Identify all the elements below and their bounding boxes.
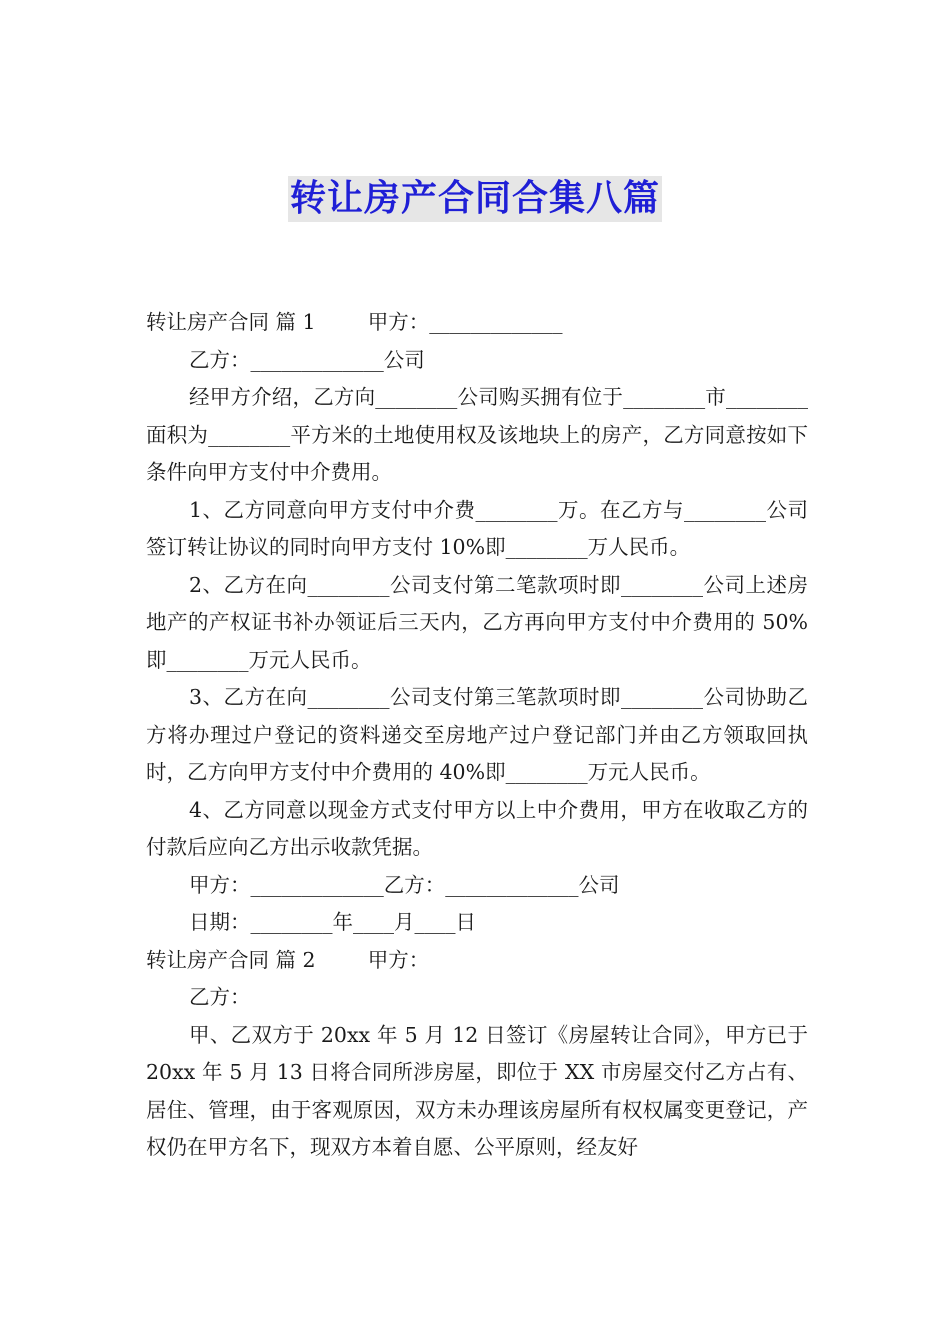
title-container	[0, 176, 950, 222]
paragraph-clause-2: 2、乙方在向________公司支付第二笔款项时即________公司上述房地产的产权证书补办领证后三天内，乙方再向甲方支付中介费用的 50%即________万元人民币。	[146, 572, 808, 672]
paragraph-party-b: 乙方：_____________公司	[189, 347, 425, 372]
document-title: 转让房产合同合集八篇	[288, 176, 662, 222]
paragraph-agreement-intro: 甲、乙双方于 20xx 年 5 月 12 日签订《房屋转让合同》，甲方已于 20xx 年 5 月 13 日将合同所涉房屋，即位于 XX 市房屋交付乙方占有、居住、管理，由于客观原因，双方未办理该房屋所有权权属变更登记，产权仍在甲方名下，现双方本着自愿、公平原则，经友好	[146, 1022, 808, 1159]
paragraph-signatures: 甲方：_____________乙方：_____________公司	[189, 872, 620, 897]
section-heading-2: 转让房产合同 篇 2 甲方：	[146, 947, 430, 972]
paragraph-clause-4: 4、乙方同意以现金方式支付甲方以上中介费用，甲方在收取乙方的付款后应向乙方出示收款凭据。	[146, 797, 808, 859]
document-body	[146, 304, 808, 1167]
paragraph-clause-3: 3、乙方在向________公司支付第三笔款项时即________公司协助乙方将办理过户登记的资料递交至房地产过户登记部门并由乙方领取回执时，乙方向甲方支付中介费用的 40%即________万元人民币。	[146, 685, 808, 784]
paragraph-date: 日期：________年____月____日	[189, 910, 476, 934]
paragraph-intro: 经甲方介绍，乙方向________公司购买拥有位于________市________面积为________平方米的土地使用权及该地块上的房产，乙方同意按如下条件向甲方支付中介费用。	[146, 385, 808, 484]
paragraph-party-b-2: 乙方：	[189, 985, 251, 1009]
section-heading-1: 转让房产合同 篇 1 甲方：_____________	[146, 310, 563, 334]
paragraph-clause-1: 1、乙方同意向甲方支付中介费________万。在乙方与________公司签订转让协议的同时向甲方支付 10%即________万人民币。	[146, 497, 808, 559]
